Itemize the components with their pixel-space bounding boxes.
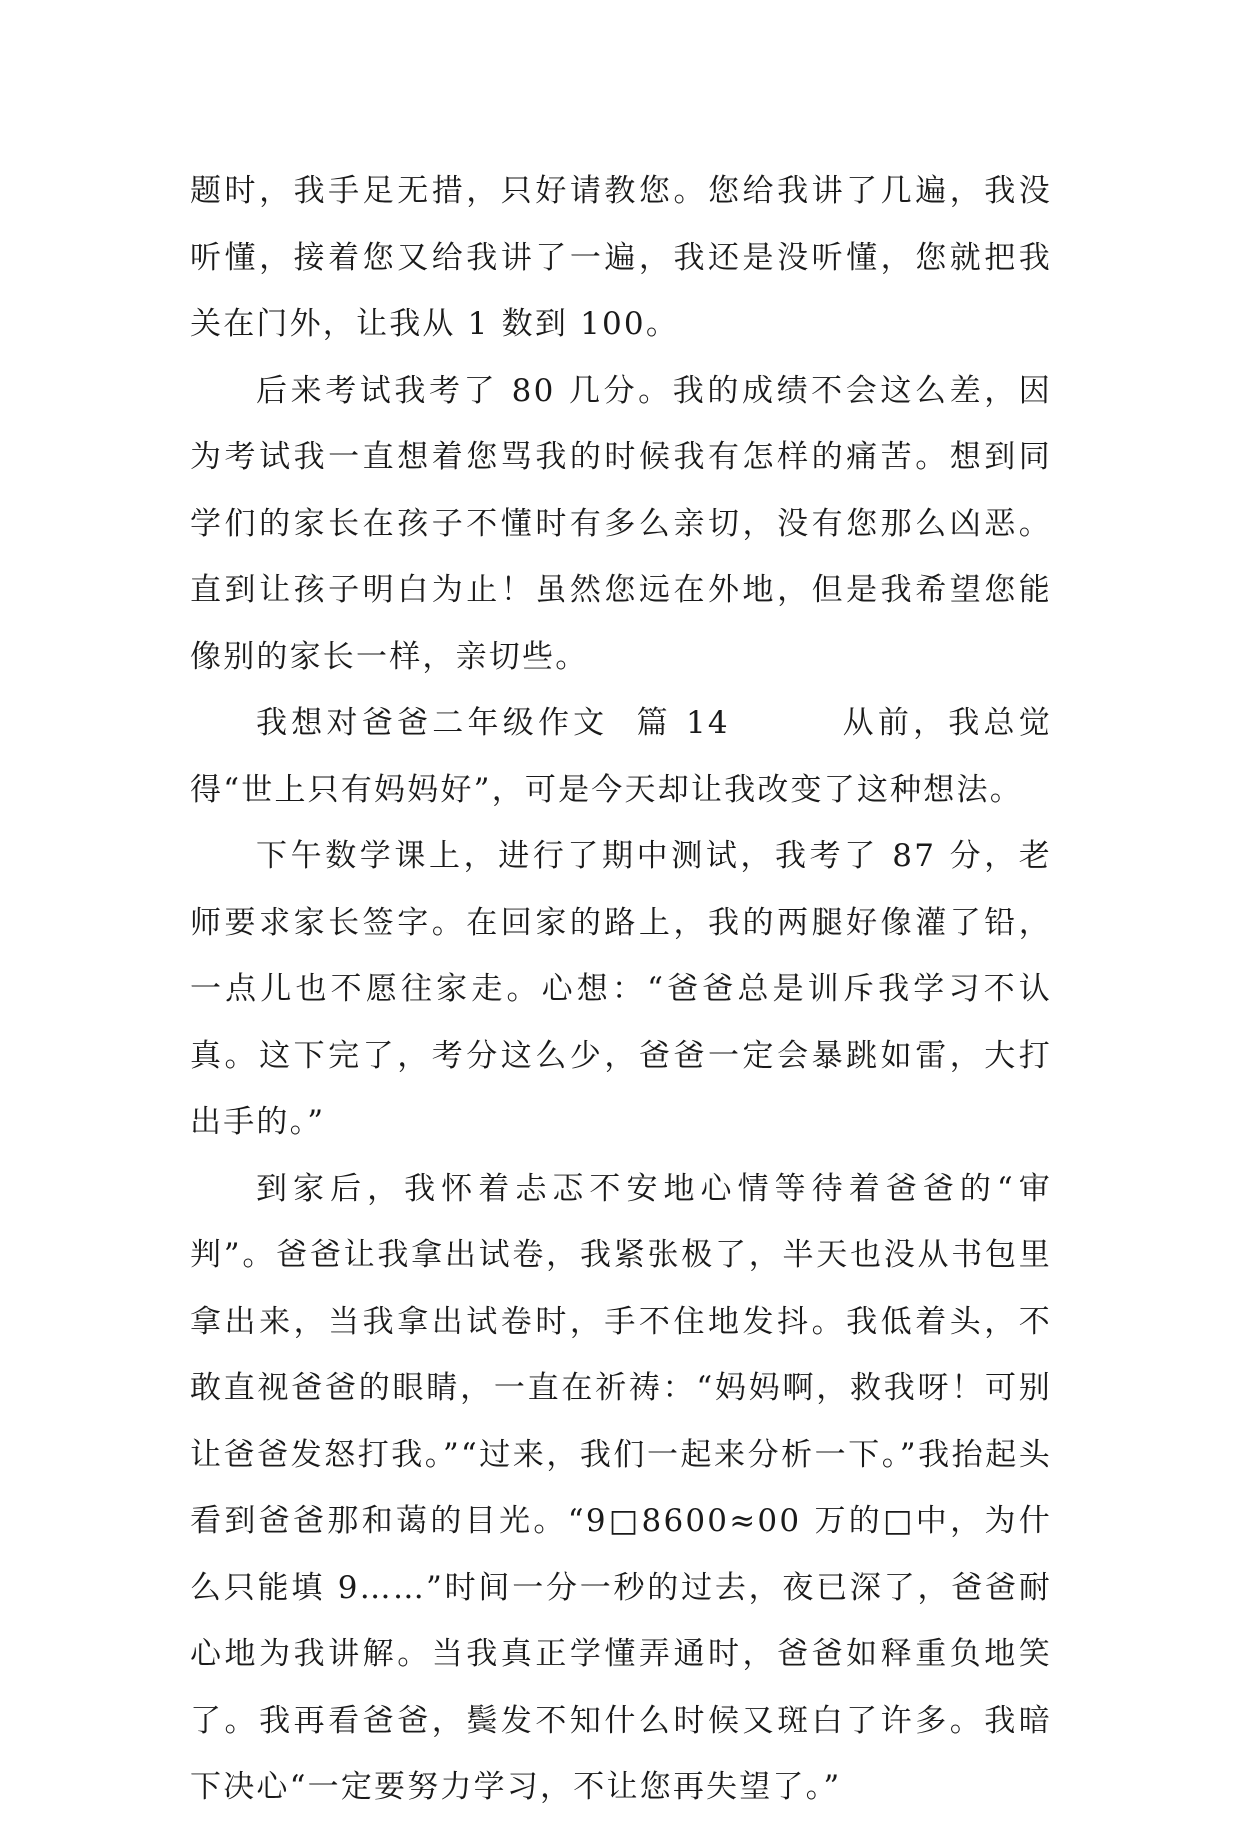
paragraph-5: 到家后，我怀着忐忑不安地心情等待着爸爸的“审判”。爸爸让我拿出试卷，我紧张极了，半天也没从书包里拿出来，当我拿出试卷时，手不住地发抖。我低着头，不敢直视爸爸的眼睛，一直在祈祷：“妈妈啊，救我呀！可别让爸爸发怒打我。”“过来，我们一起来分析一下。”我抬起头看到爸爸那和蔼的目光。“9□8600≈00 万的□中，为什么只能填 9……”时间一分一秒的过去，夜已深了，爸爸耐心地为我讲解。当我真正学懂弄通时，爸爸如释重负地笑了。我再看爸爸，鬓发不知什么时候又斑白了许多。我暗下决心“一定要努力学习，不让您再失望了。” [190, 1170, 1052, 1805]
paragraph-2: 后来考试我考了 80 几分。我的成绩不会这么差，因为考试我一直想着您骂我的时候我有怎样的痛苦。想到同学们的家长在孩子不懂时有多么亲切，没有您那么凶恶。直到让孩子明白为止！虽然您远在外地，但是我希望您能像别的家长一样，亲切些。 [190, 372, 1052, 675]
paragraph-3-essay-heading: 我想对爸爸二年级作文 篇 14 从前，我总觉得“世上只有妈妈好”，可是今天却让我改变了这种想法。 [190, 705, 1052, 808]
paragraph-1: 题时，我手足无措，只好请教您。您给我讲了几遍，我没听懂，接着您又给我讲了一遍，我还是没听懂，您就把我关在门外，让我从 1 数到 100。 [190, 173, 1052, 342]
paragraph-4: 下午数学课上，进行了期中测试，我考了 87 分，老师要求家长签字。在回家的路上，我的两腿好像灌了铅，一点儿也不愿往家走。心想：“爸爸总是训斥我学习不认真。这下完了，考分这么少，爸爸一定会暴跳如雷，大打出手的。” [190, 838, 1052, 1140]
document-body [190, 158, 1052, 1821]
